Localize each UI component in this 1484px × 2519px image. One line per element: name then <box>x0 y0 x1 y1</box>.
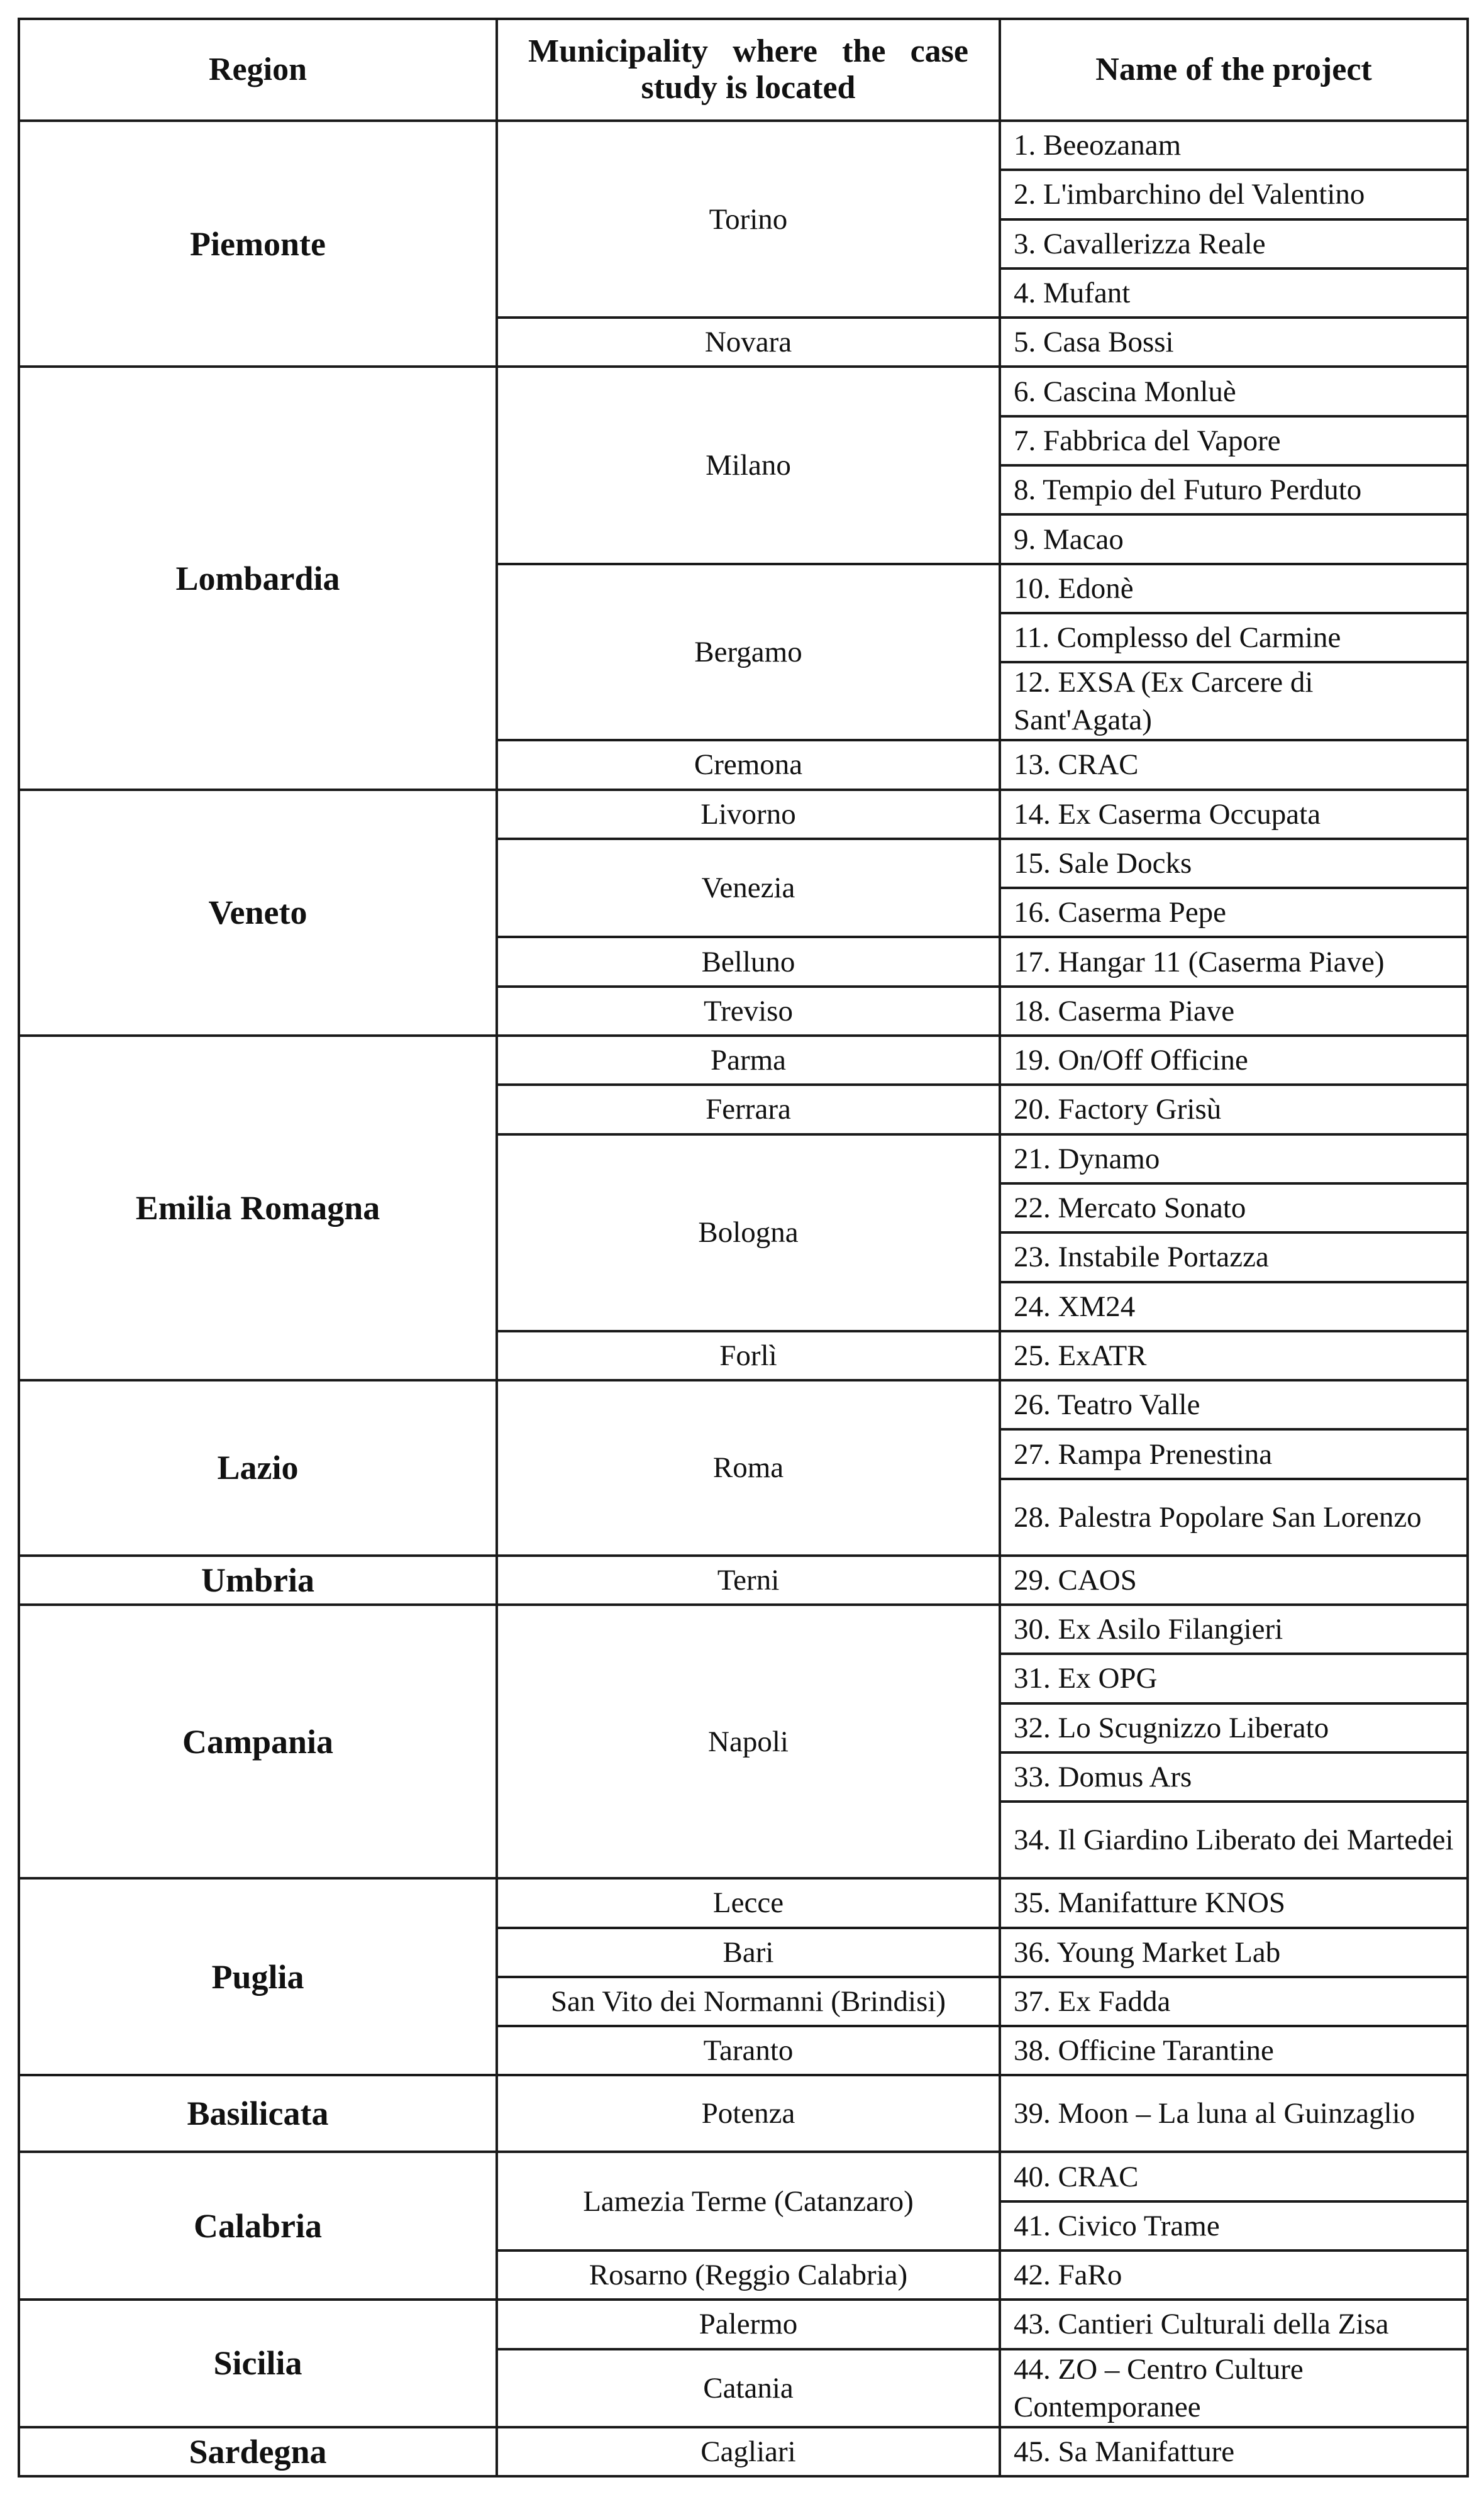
project-cell: 9. Macao <box>1000 514 1468 563</box>
region-cell: Calabria <box>19 2152 497 2300</box>
project-cell: 28. Palestra Popolare San Lorenzo <box>1000 1479 1468 1556</box>
table-row <box>19 121 1468 170</box>
municipality-cell: Bologna <box>497 1134 1000 1331</box>
project-cell: 19. On/Off Officine <box>1000 1036 1468 1085</box>
region-cell: Basilicata <box>19 2075 497 2152</box>
region-cell: Umbria <box>19 1556 497 1605</box>
municipality-cell: Terni <box>497 1556 1000 1605</box>
header-municipality: Municipality where the case study is located <box>497 19 1000 121</box>
project-cell: 10. Edonè <box>1000 564 1468 613</box>
table-row <box>19 790 1468 839</box>
table-row <box>19 367 1468 416</box>
project-cell: 43. Cantieri Culturali della Zisa <box>1000 2300 1468 2349</box>
region-cell: Lazio <box>19 1380 497 1556</box>
municipality-cell: Belluno <box>497 937 1000 986</box>
municipality-cell: Taranto <box>497 2026 1000 2075</box>
region-cell: Piemonte <box>19 121 497 367</box>
project-cell: 44. ZO – Centro Culture Contemporanee <box>1000 2349 1468 2427</box>
region-cell: Sardegna <box>19 2427 497 2476</box>
case-study-table <box>18 18 1469 2477</box>
project-cell: 4. Mufant <box>1000 269 1468 318</box>
municipality-cell: Bari <box>497 1928 1000 1977</box>
municipality-cell: Milano <box>497 367 1000 563</box>
project-cell: 5. Casa Bossi <box>1000 318 1468 367</box>
municipality-cell: Torino <box>497 121 1000 318</box>
project-cell: 33. Domus Ars <box>1000 1752 1468 1802</box>
table-row <box>19 1556 1468 1605</box>
region-cell: Puglia <box>19 1878 497 2075</box>
project-cell: 39. Moon – La luna al Guinzaglio <box>1000 2075 1468 2152</box>
project-cell: 21. Dynamo <box>1000 1134 1468 1183</box>
project-cell: 11. Complesso del Carmine <box>1000 613 1468 662</box>
header-row <box>19 19 1468 121</box>
municipality-cell: Forlì <box>497 1331 1000 1380</box>
municipality-cell: Cagliari <box>497 2427 1000 2476</box>
municipality-cell: Catania <box>497 2349 1000 2427</box>
table-row <box>19 1036 1468 1085</box>
project-cell: 32. Lo Scugnizzo Liberato <box>1000 1703 1468 1752</box>
project-cell: 20. Factory Grisù <box>1000 1085 1468 1134</box>
project-cell: 12. EXSA (Ex Carcere di Sant'Agata) <box>1000 662 1468 740</box>
municipality-cell: Parma <box>497 1036 1000 1085</box>
project-cell: 41. Civico Trame <box>1000 2201 1468 2250</box>
municipality-cell: Lamezia Terme (Catanzaro) <box>497 2152 1000 2250</box>
table-row <box>19 1878 1468 1927</box>
region-cell: Emilia Romagna <box>19 1036 497 1380</box>
project-cell: 17. Hangar 11 (Caserma Piave) <box>1000 937 1468 986</box>
project-cell: 14. Ex Caserma Occupata <box>1000 790 1468 839</box>
municipality-cell: Livorno <box>497 790 1000 839</box>
header-region: Region <box>19 19 497 121</box>
header-project: Name of the project <box>1000 19 1468 121</box>
municipality-cell: Cremona <box>497 740 1000 789</box>
project-cell: 36. Young Market Lab <box>1000 1928 1468 1977</box>
project-cell: 31. Ex OPG <box>1000 1654 1468 1703</box>
region-cell: Sicilia <box>19 2300 497 2427</box>
project-cell: 6. Cascina Monluè <box>1000 367 1468 416</box>
table-row <box>19 2152 1468 2201</box>
project-cell: 8. Tempio del Futuro Perduto <box>1000 465 1468 514</box>
project-cell: 22. Mercato Sonato <box>1000 1183 1468 1232</box>
project-cell: 40. CRAC <box>1000 2152 1468 2201</box>
project-cell: 2. L'imbarchino del Valentino <box>1000 170 1468 219</box>
project-cell: 23. Instabile Portazza <box>1000 1232 1468 1282</box>
region-cell: Campania <box>19 1605 497 1878</box>
municipality-cell: Palermo <box>497 2300 1000 2349</box>
table-row <box>19 2300 1468 2349</box>
table-row <box>19 1605 1468 1654</box>
municipality-cell: San Vito dei Normanni (Brindisi) <box>497 1977 1000 2026</box>
municipality-cell: Lecce <box>497 1878 1000 1927</box>
municipality-cell: Potenza <box>497 2075 1000 2152</box>
municipality-cell: Rosarno (Reggio Calabria) <box>497 2250 1000 2300</box>
project-cell: 42. FaRo <box>1000 2250 1468 2300</box>
municipality-cell: Bergamo <box>497 564 1000 741</box>
table-row <box>19 1380 1468 1429</box>
table-body <box>19 121 1468 2476</box>
region-cell: Veneto <box>19 790 497 1036</box>
table-row <box>19 2075 1468 2152</box>
project-cell: 26. Teatro Valle <box>1000 1380 1468 1429</box>
municipality-cell: Ferrara <box>497 1085 1000 1134</box>
project-cell: 38. Officine Tarantine <box>1000 2026 1468 2075</box>
project-cell: 30. Ex Asilo Filangieri <box>1000 1605 1468 1654</box>
region-cell: Lombardia <box>19 367 497 789</box>
project-cell: 35. Manifatture KNOS <box>1000 1878 1468 1927</box>
municipality-cell: Venezia <box>497 839 1000 938</box>
project-cell: 37. Ex Fadda <box>1000 1977 1468 2026</box>
project-cell: 45. Sa Manifatture <box>1000 2427 1468 2476</box>
project-cell: 34. Il Giardino Liberato dei Martedei <box>1000 1802 1468 1878</box>
project-cell: 7. Fabbrica del Vapore <box>1000 416 1468 465</box>
project-cell: 25. ExATR <box>1000 1331 1468 1380</box>
municipality-cell: Napoli <box>497 1605 1000 1878</box>
project-cell: 3. Cavallerizza Reale <box>1000 219 1468 269</box>
project-cell: 29. CAOS <box>1000 1556 1468 1605</box>
project-cell: 18. Caserma Piave <box>1000 987 1468 1036</box>
municipality-cell: Novara <box>497 318 1000 367</box>
project-cell: 13. CRAC <box>1000 740 1468 789</box>
project-cell: 16. Caserma Pepe <box>1000 888 1468 937</box>
municipality-cell: Treviso <box>497 987 1000 1036</box>
project-cell: 1. Beeozanam <box>1000 121 1468 170</box>
project-cell: 27. Rampa Prenestina <box>1000 1429 1468 1478</box>
project-cell: 15. Sale Docks <box>1000 839 1468 888</box>
municipality-cell: Roma <box>497 1380 1000 1556</box>
table-row <box>19 2427 1468 2476</box>
project-cell: 24. XM24 <box>1000 1282 1468 1331</box>
